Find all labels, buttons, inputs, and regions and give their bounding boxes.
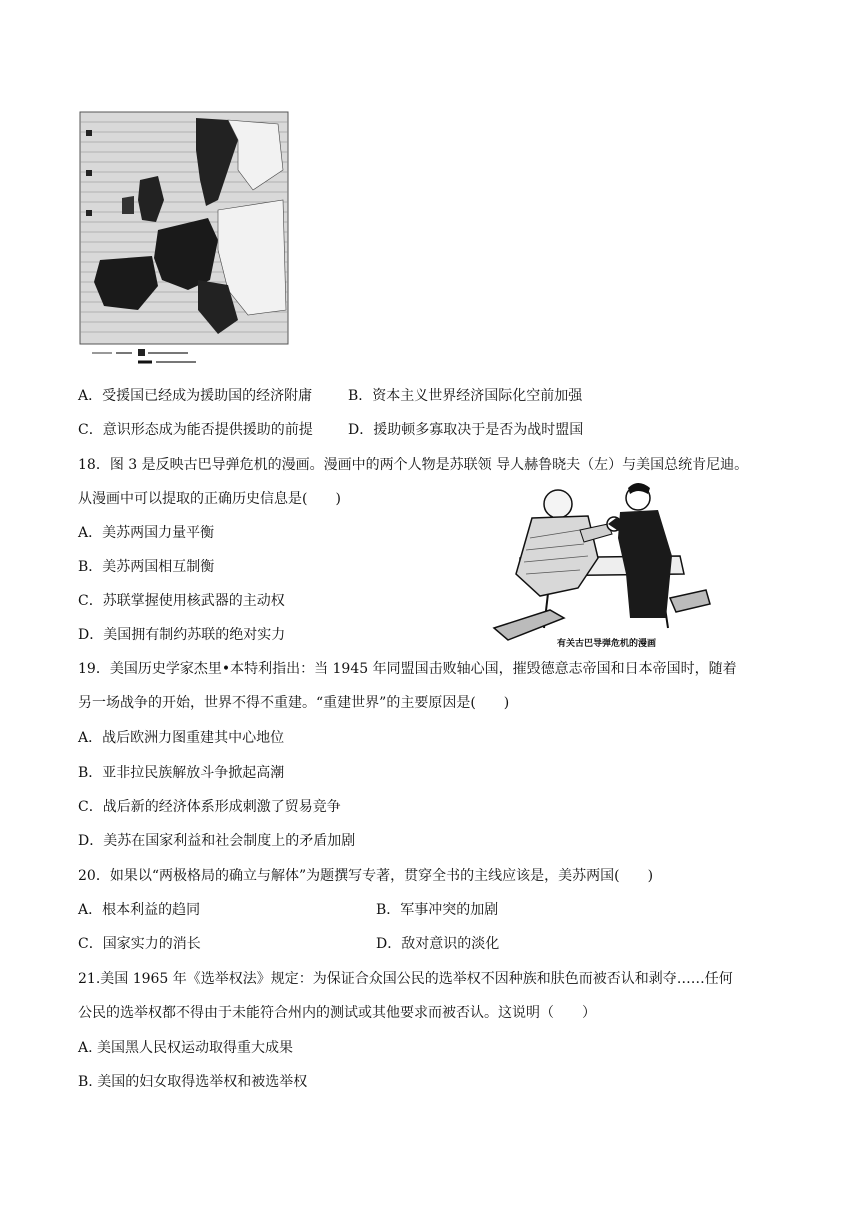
q20-option-b: B．军事冲突的加剧 [376,902,499,918]
q21-option-b: B. 美国的妇女取得选举权和被选举权 [78,1074,308,1090]
q17-option-b: B．资本主义世界经济国际化空前加强 [348,388,583,404]
q18-stem-line2: 从漫画中可以提取的正确历史信息是( ) [78,491,341,507]
q18-option-a: A．美苏两国力量平衡 [78,525,215,541]
q19-stem-line1: 19．美国历史学家杰里•本特利指出：当 1945 年同盟国击败轴心国，摧毁德意志帝国和日本帝国时，随着 [78,661,737,677]
q19-option-b: B．亚非拉民族解放斗争掀起高潮 [78,765,285,781]
q19-stem-line2: 另一场战争的开始，世界不得不重建。“重建世界”的主要原因是( ) [78,695,510,711]
europe-aid-map [78,110,290,368]
q20-option-c: C．国家实力的消长 [78,936,201,952]
q20-option-d: D．敌对意识的淡化 [376,936,500,952]
q19-option-d: D．美苏在国家利益和社会制度上的矛盾加剧 [78,833,356,849]
cuban-missile-crisis-cartoon [480,478,716,648]
q21-stem-line2: 公民的选举权都不得由于未能符合州内的测试或其他要求而被否认。这说明（ ） [78,1005,596,1021]
q18-option-b: B．美苏两国相互制衡 [78,559,215,575]
q20-option-a: A．根本利益的趋同 [78,902,201,918]
q18-option-d: D．美国拥有制约苏联的绝对实力 [78,627,286,643]
q19-option-a: A．战后欧洲力图重建其中心地位 [78,730,285,746]
q17-option-d: D．援助顿多寡取决于是否为战时盟国 [348,422,584,438]
q18-stem-line1: 18．图 3 是反映古巴导弹危机的漫画。漫画中的两个人物是苏联领 导人赫鲁晓夫（左）与美国总统肯尼迪。 [78,457,749,473]
q20-stem: 20．如果以“两极格局的确立与解体”为题撰写专著，贯穿全书的主线应该是，美苏两国( ) [78,868,654,884]
q21-stem-line1: 21.美国 1965 年《选举权法》规定：为保证合众国公民的选举权不因种族和肤色而被否认和剥夺……任何 [78,971,733,987]
q17-option-c: C．意识形态成为能否提供援助的前提 [78,422,313,438]
cartoon-caption: 有关古巴导弹危机的漫画 [557,639,657,649]
q21-option-a: A. 美国黑人民权运动取得重大成果 [78,1040,294,1056]
q17-option-a: A．受援国已经成为援助国的经济附庸 [78,388,313,404]
q19-option-c: C．战后新的经济体系形成刺激了贸易竞争 [78,799,341,815]
q18-option-c: C．苏联掌握使用核武器的主动权 [78,593,285,609]
